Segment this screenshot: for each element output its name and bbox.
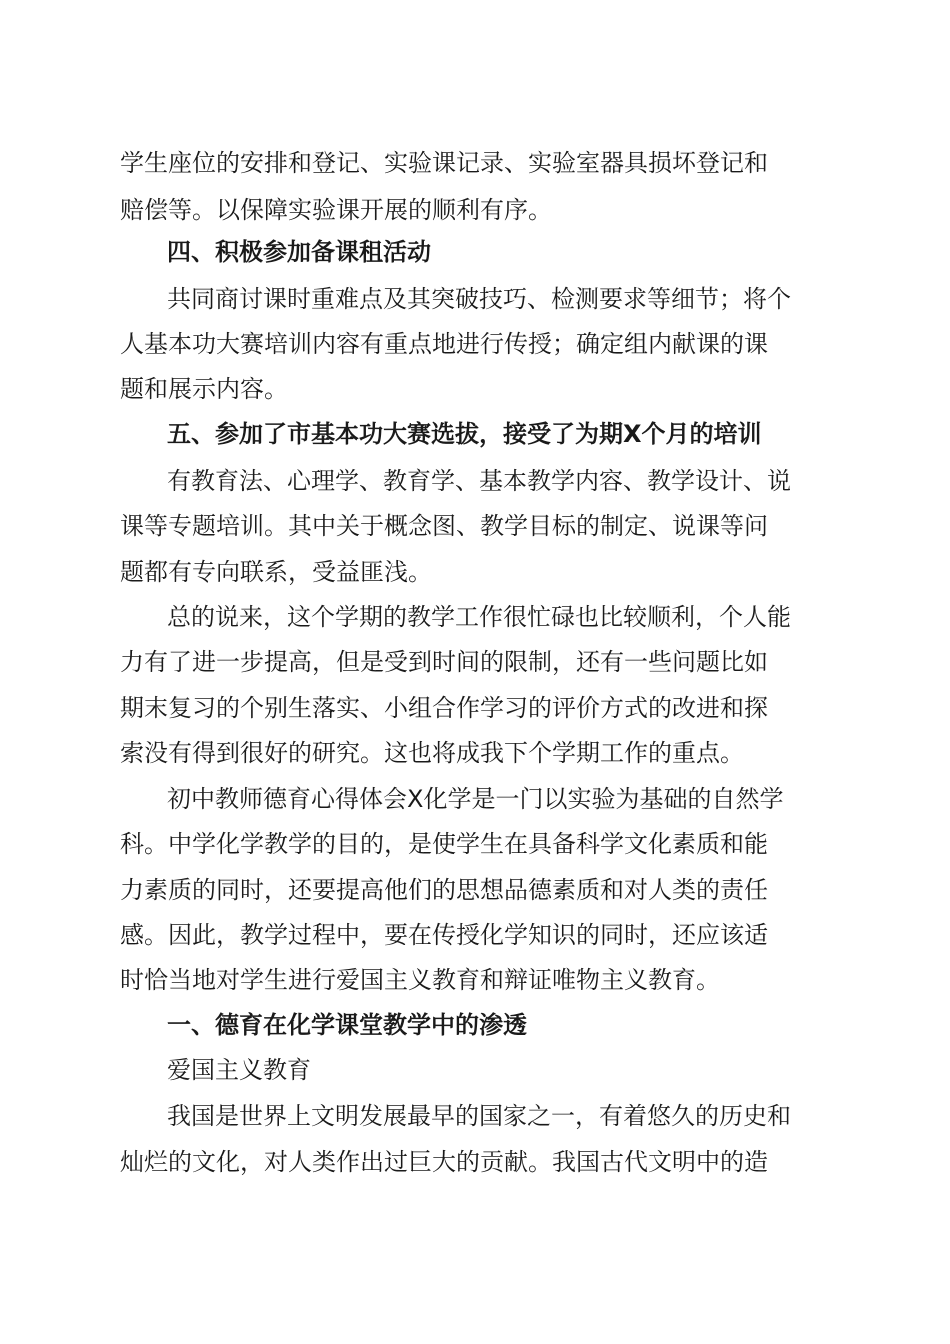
text-line: 力素质的同时，还要提高他们的思想品德素质和对人类的责任 xyxy=(120,876,768,904)
text-line: 灿烂的文化，对人类作出过巨大的贡献。我国古代文明中的造 xyxy=(120,1148,768,1176)
text-line: 我国是世界上文明发展最早的国家之一，有着悠久的历史和 xyxy=(167,1102,791,1130)
section-heading: 一、德育在化学课堂教学中的渗透 xyxy=(167,1011,527,1039)
text-line: 赔偿等。以保障实验课开展的顺利有序。 xyxy=(120,196,552,224)
text-line: 题和展示内容。 xyxy=(120,375,288,403)
text-line: 期末复习的个别生落实、小组合作学习的评价方式的改进和探 xyxy=(120,694,768,722)
sub-heading: 爱国主义教育 xyxy=(167,1056,311,1084)
text-line: 课等专题培训。其中关于概念图、教学目标的制定、说课等问 xyxy=(120,512,768,540)
section-heading: 五、参加了市基本功大赛选拔，接受了为期X个月的培训 xyxy=(167,420,762,448)
text-line: 共同商讨课时重难点及其突破技巧、检测要求等细节；将个 xyxy=(167,285,791,313)
text-line: 学生座位的安排和登记、实验课记录、实验室器具损坏登记和 xyxy=(120,149,768,177)
section-heading: 四、积极参加备课租活动 xyxy=(167,238,431,266)
text-line: 有教育法、心理学、教育学、基本教学内容、教学设计、说 xyxy=(167,467,791,495)
text-line: 感。因此，教学过程中，要在传授化学知识的同时，还应该适 xyxy=(120,921,768,949)
text-line: 科。中学化学教学的目的，是使学生在具备科学文化素质和能 xyxy=(120,830,768,858)
text-line: 时恰当地对学生进行爱国主义教育和辩证唯物主义教育。 xyxy=(120,966,720,994)
text-line: 力有了进一步提高，但是受到时间的限制，还有一些问题比如 xyxy=(120,648,768,676)
text-line: 总的说来，这个学期的教学工作很忙碌也比较顺利，个人能 xyxy=(167,603,791,631)
text-line: 初中教师德育心得体会X化学是一门以实验为基础的自然学 xyxy=(167,785,784,813)
text-line: 题都有专向联系，受益匪浅。 xyxy=(120,558,432,586)
text-line: 人基本功大赛培训内容有重点地进行传授；确定组内献课的课 xyxy=(120,330,768,358)
text-line: 索没有得到很好的研究。这也将成我下个学期工作的重点。 xyxy=(120,739,744,767)
